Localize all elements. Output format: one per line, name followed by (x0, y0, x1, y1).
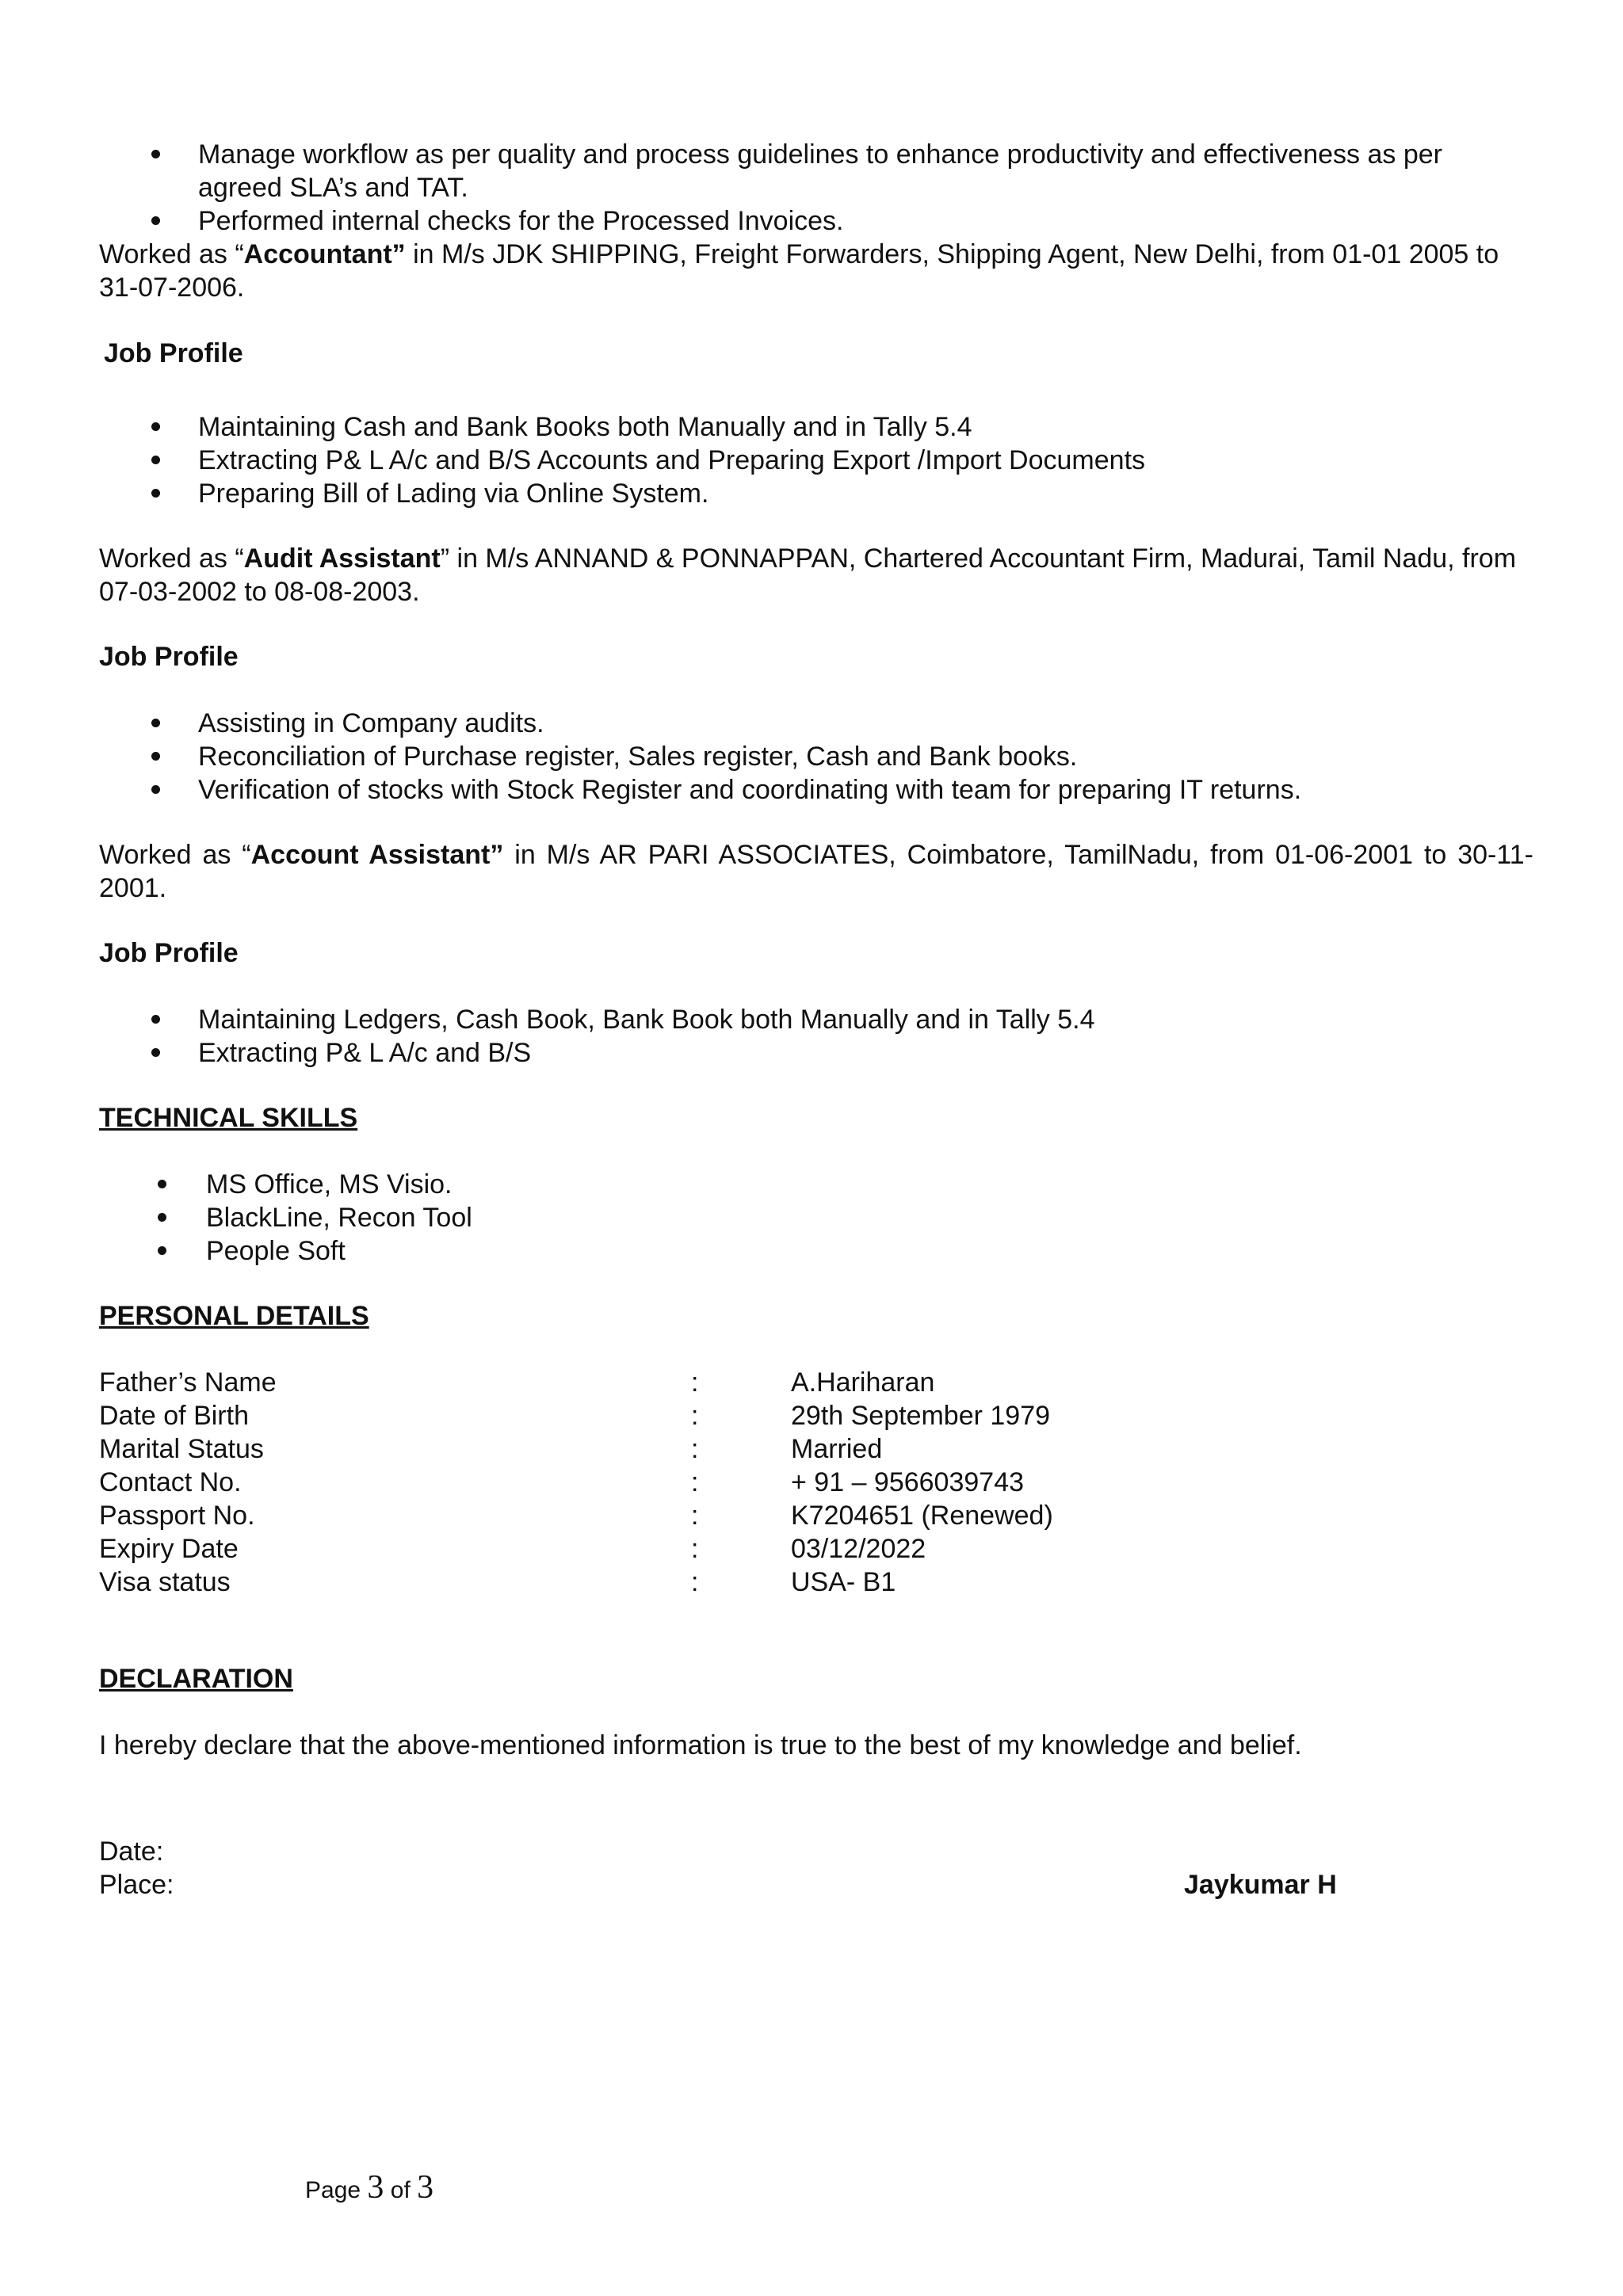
job-profile-heading: Job Profile (99, 642, 239, 672)
detail-label: Contact No. (99, 1467, 242, 1497)
detail-label: Father’s Name (99, 1367, 277, 1398)
list-item: People Soft (147, 1234, 1533, 1268)
list-item: Performed internal checks for the Processed Invoices. (147, 204, 1533, 238)
job-title: Audit Assistant (243, 543, 441, 574)
list-item: MS Office, MS Visio. (147, 1168, 1533, 1201)
declaration-heading: DECLARATION (99, 1664, 293, 1694)
job-prefix: Worked as “ (99, 840, 251, 870)
job-profile-heading: Job Profile (104, 338, 243, 368)
list-item: BlackLine, Recon Tool (147, 1201, 1533, 1234)
detail-value: USA- B1 (791, 1567, 896, 1597)
job-profile-heading: Job Profile (99, 938, 239, 968)
detail-separator: : (691, 1534, 699, 1564)
page-total: 3 (417, 2169, 434, 2206)
place-label: Place: (99, 1870, 174, 1900)
detail-separator: : (691, 1501, 699, 1531)
list-item: Preparing Bill of Lading via Online System. (147, 477, 1533, 510)
list-item: Verification of stocks with Stock Register and coordinating with team for preparing IT returns. (147, 773, 1533, 807)
job-prefix: Worked as “ (99, 239, 244, 269)
detail-separator: : (691, 1434, 699, 1464)
detail-separator: : (691, 1467, 699, 1497)
detail-value: A.Hariharan (791, 1367, 935, 1398)
page-current: 3 (367, 2169, 384, 2206)
job-profile-list (147, 1003, 1533, 1070)
page-label: Page (305, 2177, 361, 2203)
list-item: Maintaining Ledgers, Cash Book, Bank Book both Manually and in Tally 5.4 (147, 1003, 1533, 1036)
list-item: Extracting P& L A/c and B/S (147, 1036, 1533, 1070)
declaration-text: I hereby declare that the above-mentioned information is true to the best of my knowledge and belief. (99, 1730, 1302, 1760)
list-item: Assisting in Company audits. (147, 707, 1533, 740)
technical-skills-heading: TECHNICAL SKILLS (99, 1103, 358, 1133)
detail-label: Visa status (99, 1567, 231, 1597)
detail-value: K7204651 (Renewed) (791, 1501, 1053, 1531)
technical-skills-list (147, 1168, 1533, 1268)
job-details: in M/s AR PARI ASSOCIATES, Coimbatore, TamilNadu, from 01-06-2001 to 30-11-2001. (99, 840, 1533, 903)
job-prefix: Worked as “ (99, 543, 244, 574)
detail-value: 03/12/2022 (791, 1534, 926, 1564)
detail-label: Date of Birth (99, 1401, 249, 1431)
list-item: Maintaining Cash and Bank Books both Manually and in Tally 5.4 (147, 410, 1533, 444)
detail-separator: : (691, 1367, 699, 1398)
detail-label: Marital Status (99, 1434, 264, 1464)
page-of-label: of (390, 2177, 411, 2203)
signature-name: Jaykumar H (1184, 1870, 1337, 1900)
detail-value: Married (791, 1434, 883, 1464)
job-title: Account Assistant” (250, 840, 504, 870)
job-details: ” in M/s ANNAND & PONNAPPAN, Chartered Accountant Firm, Madurai, Tamil Nadu, from 07-03-2002 to 08-08-2003. (99, 543, 1517, 607)
detail-separator: : (691, 1567, 699, 1597)
job-profile-list (147, 707, 1533, 807)
experience-bullets-top (147, 138, 1533, 238)
list-item: Reconciliation of Purchase register, Sales register, Cash and Bank books. (147, 740, 1533, 773)
job-entry-accountant (99, 238, 1533, 304)
list-item: Extracting P& L A/c and B/S Accounts and Preparing Export /Import Documents (147, 444, 1533, 477)
job-details: in M/s JDK SHIPPING, Freight Forwarders, Shipping Agent, New Delhi, from 01-01 2005 to 31-07-2006. (99, 239, 1499, 303)
date-label: Date: (99, 1836, 164, 1867)
detail-separator: : (691, 1401, 699, 1431)
list-item: Manage workflow as per quality and process guidelines to enhance productivity and effectiveness as per agreed SLA’s and TAT. (147, 138, 1533, 204)
job-profile-list (147, 410, 1533, 510)
job-entry-account-assistant (99, 838, 1533, 905)
detail-label: Passport No. (99, 1501, 255, 1531)
job-entry-audit-assistant (99, 542, 1533, 608)
personal-details-heading: PERSONAL DETAILS (99, 1301, 369, 1331)
page-number (305, 2171, 433, 2207)
detail-value: 29th September 1979 (791, 1401, 1051, 1431)
detail-label: Expiry Date (99, 1534, 239, 1564)
job-title: Accountant” (243, 239, 406, 269)
detail-value: + 91 – 9566039743 (791, 1467, 1025, 1497)
